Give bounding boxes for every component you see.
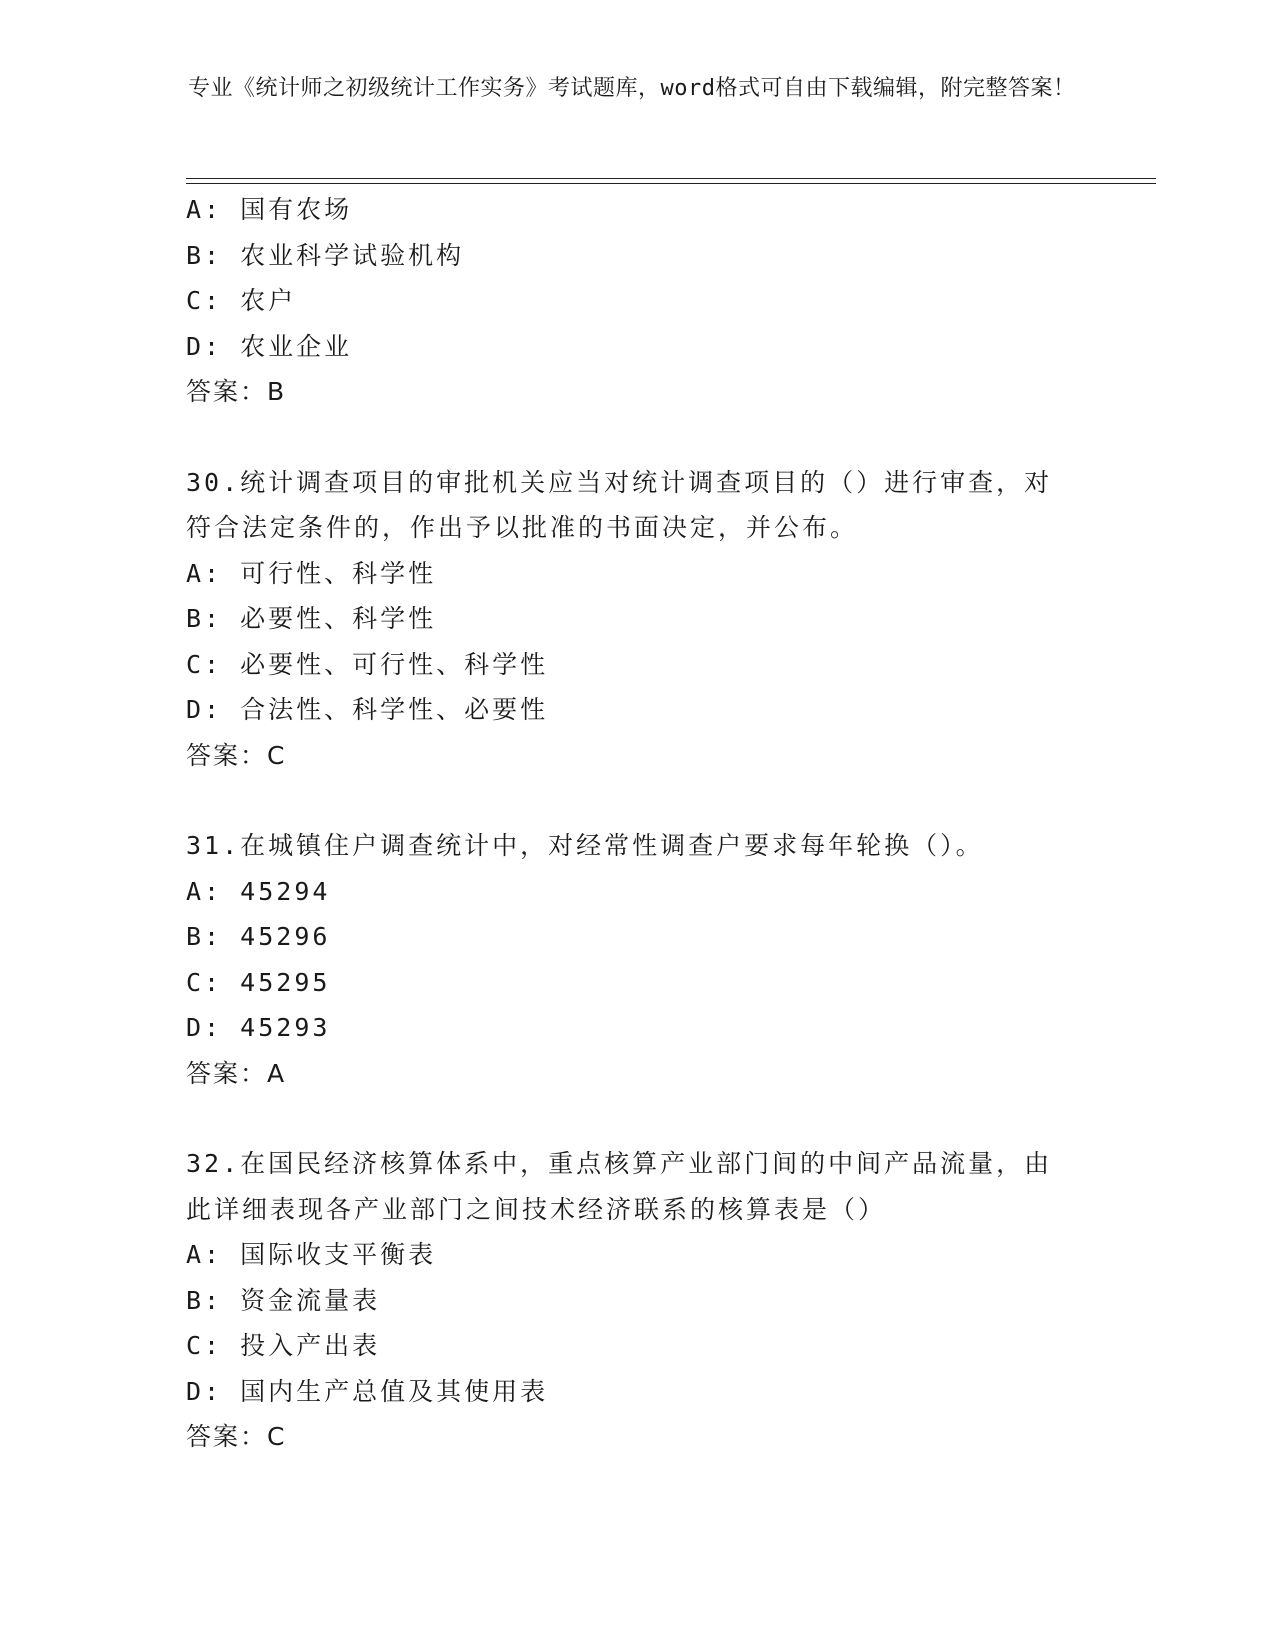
answer: 答案：B (186, 377, 287, 406)
option-d: D: 农业企业 (186, 331, 353, 361)
option-d: D: 国内生产总值及其使用表 (186, 1376, 549, 1406)
option-b: B: 必要性、科学性 (186, 604, 437, 633)
option-a: A: 可行性、科学性 (186, 558, 437, 588)
question-29-continued (186, 187, 1086, 415)
question-content (186, 187, 1086, 1460)
question-32 (186, 1141, 1086, 1460)
answer: 答案：C (186, 1422, 287, 1451)
answer: 答案：C (186, 740, 287, 770)
option-b: B: 农业科学试验机构 (186, 240, 465, 270)
answer: 答案：A (186, 1058, 287, 1088)
option-c: C: 45295 (186, 967, 331, 997)
option-c: C: 农户 (186, 286, 297, 315)
question-stem: 31.在城镇住户调查统计中，对经常性调查户要求每年轮换（）。 (186, 831, 984, 860)
option-a: A: 国有农场 (186, 195, 353, 224)
option-a: A: 国际收支平衡表 (186, 1240, 437, 1269)
question-stem: 32.在国民经济核算体系中，重点核算产业部门间的中间产品流量，由此详细表现各产业部门之间技术经济联系的核算表是（） (186, 1149, 1053, 1224)
header-rule-top (186, 178, 1156, 179)
option-d: D: 合法性、科学性、必要性 (186, 695, 549, 724)
option-c: C: 投入产出表 (186, 1331, 381, 1360)
document-header: 专业《统计师之初级统计工作实务》考试题库，word格式可自由下载编辑，附完整答案！ (188, 76, 1076, 101)
option-c: C: 必要性、可行性、科学性 (186, 649, 549, 679)
option-d: D: 45293 (186, 1013, 331, 1042)
option-b: B: 45296 (186, 922, 331, 951)
question-stem: 30.统计调查项目的审批机关应当对统计调查项目的（）进行审查，对符合法定条件的，作出予以批准的书面决定，并公布。 (186, 467, 1053, 542)
question-31 (186, 823, 1086, 1096)
option-b: B: 资金流量表 (186, 1285, 381, 1315)
option-a: A: 45294 (186, 876, 331, 906)
header-rule-bottom (186, 183, 1156, 184)
question-30 (186, 460, 1086, 779)
